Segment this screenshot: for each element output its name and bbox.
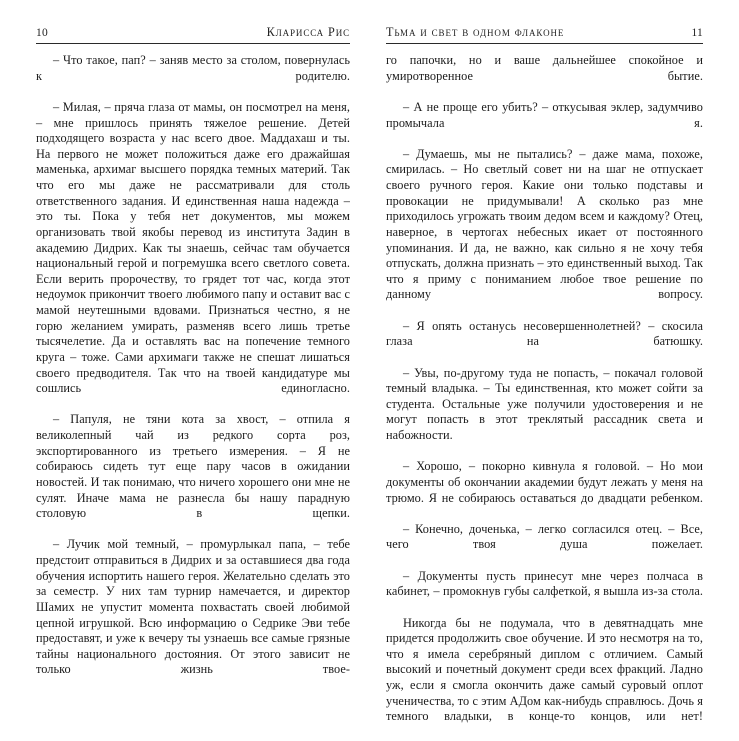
header-rule-right (386, 43, 703, 44)
page-number-left: 10 (36, 27, 48, 39)
page-right (369, 0, 739, 724)
running-title-author: Кларисса Рис (266, 25, 350, 39)
header-rule-left (36, 43, 350, 44)
running-head-right (386, 25, 703, 40)
paragraph: – Хорошо, – покорно кивнула я головой. – Но мои документы об окончании академии будут лежать у меня на трюмо. Я не собираюсь оставаться до двадцати ребенком. (386, 459, 703, 505)
paragraph: Никогда бы не подумала, что в девятнадцать мне придется продолжить свое обучение. И это несмотря на то, что я имела серебряный диплом с отличием. Самый высокий и почетный документ среди всех фракций. Ладно уж, если я смогла окончить даже самый суровый оплот ученичества, то с этим АДом как-нибудь справлюсь. Дочь я темного владыки, в конце-то концов, или нет! (386, 615, 703, 724)
paragraph: – Документы пусть принесут мне через полчаса в кабинет, – промокнув губы салфеткой, я вышла из-за стола. (386, 568, 703, 599)
page-number-right: 11 (691, 27, 703, 39)
running-title-book: Тьма и свет в одном флаконе (386, 25, 565, 39)
paragraph: – А не проще его убить? – откусывая эклер, задумчиво промычала я. (386, 99, 703, 130)
paragraph: – Думаешь, мы не пытались? – даже мама, похоже, смирилась. – Но светлый совет ни на шаг не отпускает своего ручного героя. Какие они только подставы и провокации не придумывали! А сколько раз мне приходилось угрожать твоим дедом всем и каждому? Отец, наверное, в чертогах небесных икает от постоянного упоминания. И да, не важно, как сильно я не хочу тебя отпускать, должна признать – это единственный выход. Так что я приму с пониманием любое твое решение по данному вопросу. (386, 146, 703, 302)
paragraph: – Что такое, пап? – заняв место за столом, повернулась к родителю. (36, 53, 350, 83)
paragraph: го папочки, но и ваше дальнейшее спокойное и умиротворенное бытие. (386, 53, 703, 83)
body-text-left (36, 53, 350, 694)
paragraph: – Папуля, не тяни кота за хвост, – отпила я великолепный чай из редкого сорта роз, экспортированного из третьего измерения. – Я не собираюсь сидеть тут еще пару часов в ожидании новостей. И так понимаю, что ничего хорошего они мне не сулят. Иначе мама не разнесла бы нашу парадную столовую в щепки. (36, 412, 350, 521)
page-left (0, 0, 369, 677)
body-text-right (386, 53, 703, 741)
paragraph: – Я опять останусь несовершеннолетней? – скосила глаза на батюшку. (386, 318, 703, 349)
running-head-left (36, 25, 350, 40)
paragraph: – Милая, – пряча глаза от мамы, он посмотрел на меня, – мне пришлось принять тяжелое решение. Детей подходящего возраста у нас всего двое. Маддахаш и ты. На первого не может положиться даже его дражайшая маменька, архимаг высшего порядка темных материй. Так что его мы даже не рассматривали для столь ответственного задания. И единственная наша надежда – это ты. Пока у тебя нет документов, мы можем организовать твой якобы перевод из института Задин в академию Дидрих. Как ты знаешь, сейчас там обучается национальный герой и погремушка всего светлого совета. Если верить пророчеству, то грядет тот час, когда этот недоумок прикончит твоего любимого папу и оставит вас с мамой неутешными вдовами. Признаться честно, я не горю желанием умирать, разменяв всего лишь третье тысячелетие. Да и оставлять вас на попечение темного круга – тоже. Сами архимаги также не спешат лишаться своего предводителя. Так что на твоей кандидатуре мы сошлись единогласно. (36, 99, 350, 396)
paragraph: – Увы, по-другому туда не попасть, – покачал головой темный владыка. – Ты единственная, кто может сойти за студента. Остальные уже получили удостоверения и не могут попасть в этот треклятый рассадник света и набожности. (386, 365, 703, 442)
paragraph: – Лучик мой темный, – промурлыкал папа, – тебе предстоит отправиться в Дидрих и за оставшиеся два года обучения испортить нашего героя. Желательно сделать это за семестр. У них там турнир намечается, и директор Шамих не упустит момента похвастать своей любимой цепной игрушкой. Всю информацию о Седрике Эви тебе предоставят, и уже к вечеру ты узнаешь все самые грязные тайны национального достояния. От этого зависит не только жизнь твое- (36, 537, 350, 677)
paragraph: – Конечно, доченька, – легко согласился отец. – Все, чего твоя душа пожелает. (386, 521, 703, 552)
